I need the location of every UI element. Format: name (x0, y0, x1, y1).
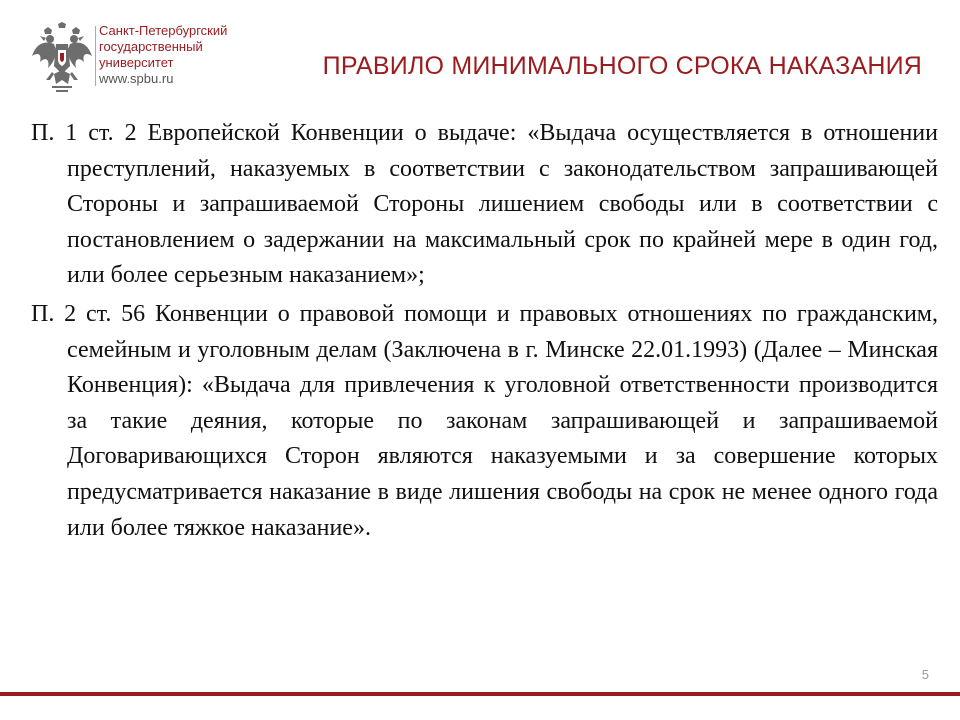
university-emblem-icon (30, 22, 94, 94)
university-name (99, 23, 227, 87)
page-number: 5 (921, 667, 929, 682)
footer-divider (0, 692, 960, 696)
paragraph-minsk-convention: П. 2 ст. 56 Конвенции о правовой помощи и правовых отношениях по гражданским, семейным и уголовным делам (Заключена в г. Минске 22.01.1993) (Далее – Минская Конвенция): «Выдача для привлечения к уголовной ответственности производится за такие деяния, которые по законам запрашивающей и запрашиваемой Договаривающихся Сторон являются наказуемыми и за совершение которых предусматривается наказание в виде лишения свободы на срок не менее одного года или более тяжкое наказание». (31, 300, 938, 541)
university-name-line-2: государственный (99, 39, 203, 54)
paragraph-european-convention: П. 1 ст. 2 Европейской Конвенции о выдаче: «Выдача осуществляется в отношении преступлений, наказуемых в соответствии с законодательством запрашивающей Стороны и запрашиваемой Стороны лишением свободы или в соответствии с постановлением о задержании на максимальный срок по крайней мере в один год, или более серьезным наказанием»; (31, 120, 938, 289)
slide-body (31, 116, 938, 549)
slide-title: ПРАВИЛО МИНИМАЛЬНОГО СРОКА НАКАЗАНИЯ (322, 52, 922, 80)
logo-divider (95, 26, 96, 86)
university-name-line-3: университет (99, 55, 174, 70)
university-name-line-1: Санкт-Петербургский (99, 23, 228, 38)
university-website: www.spbu.ru (99, 71, 174, 86)
